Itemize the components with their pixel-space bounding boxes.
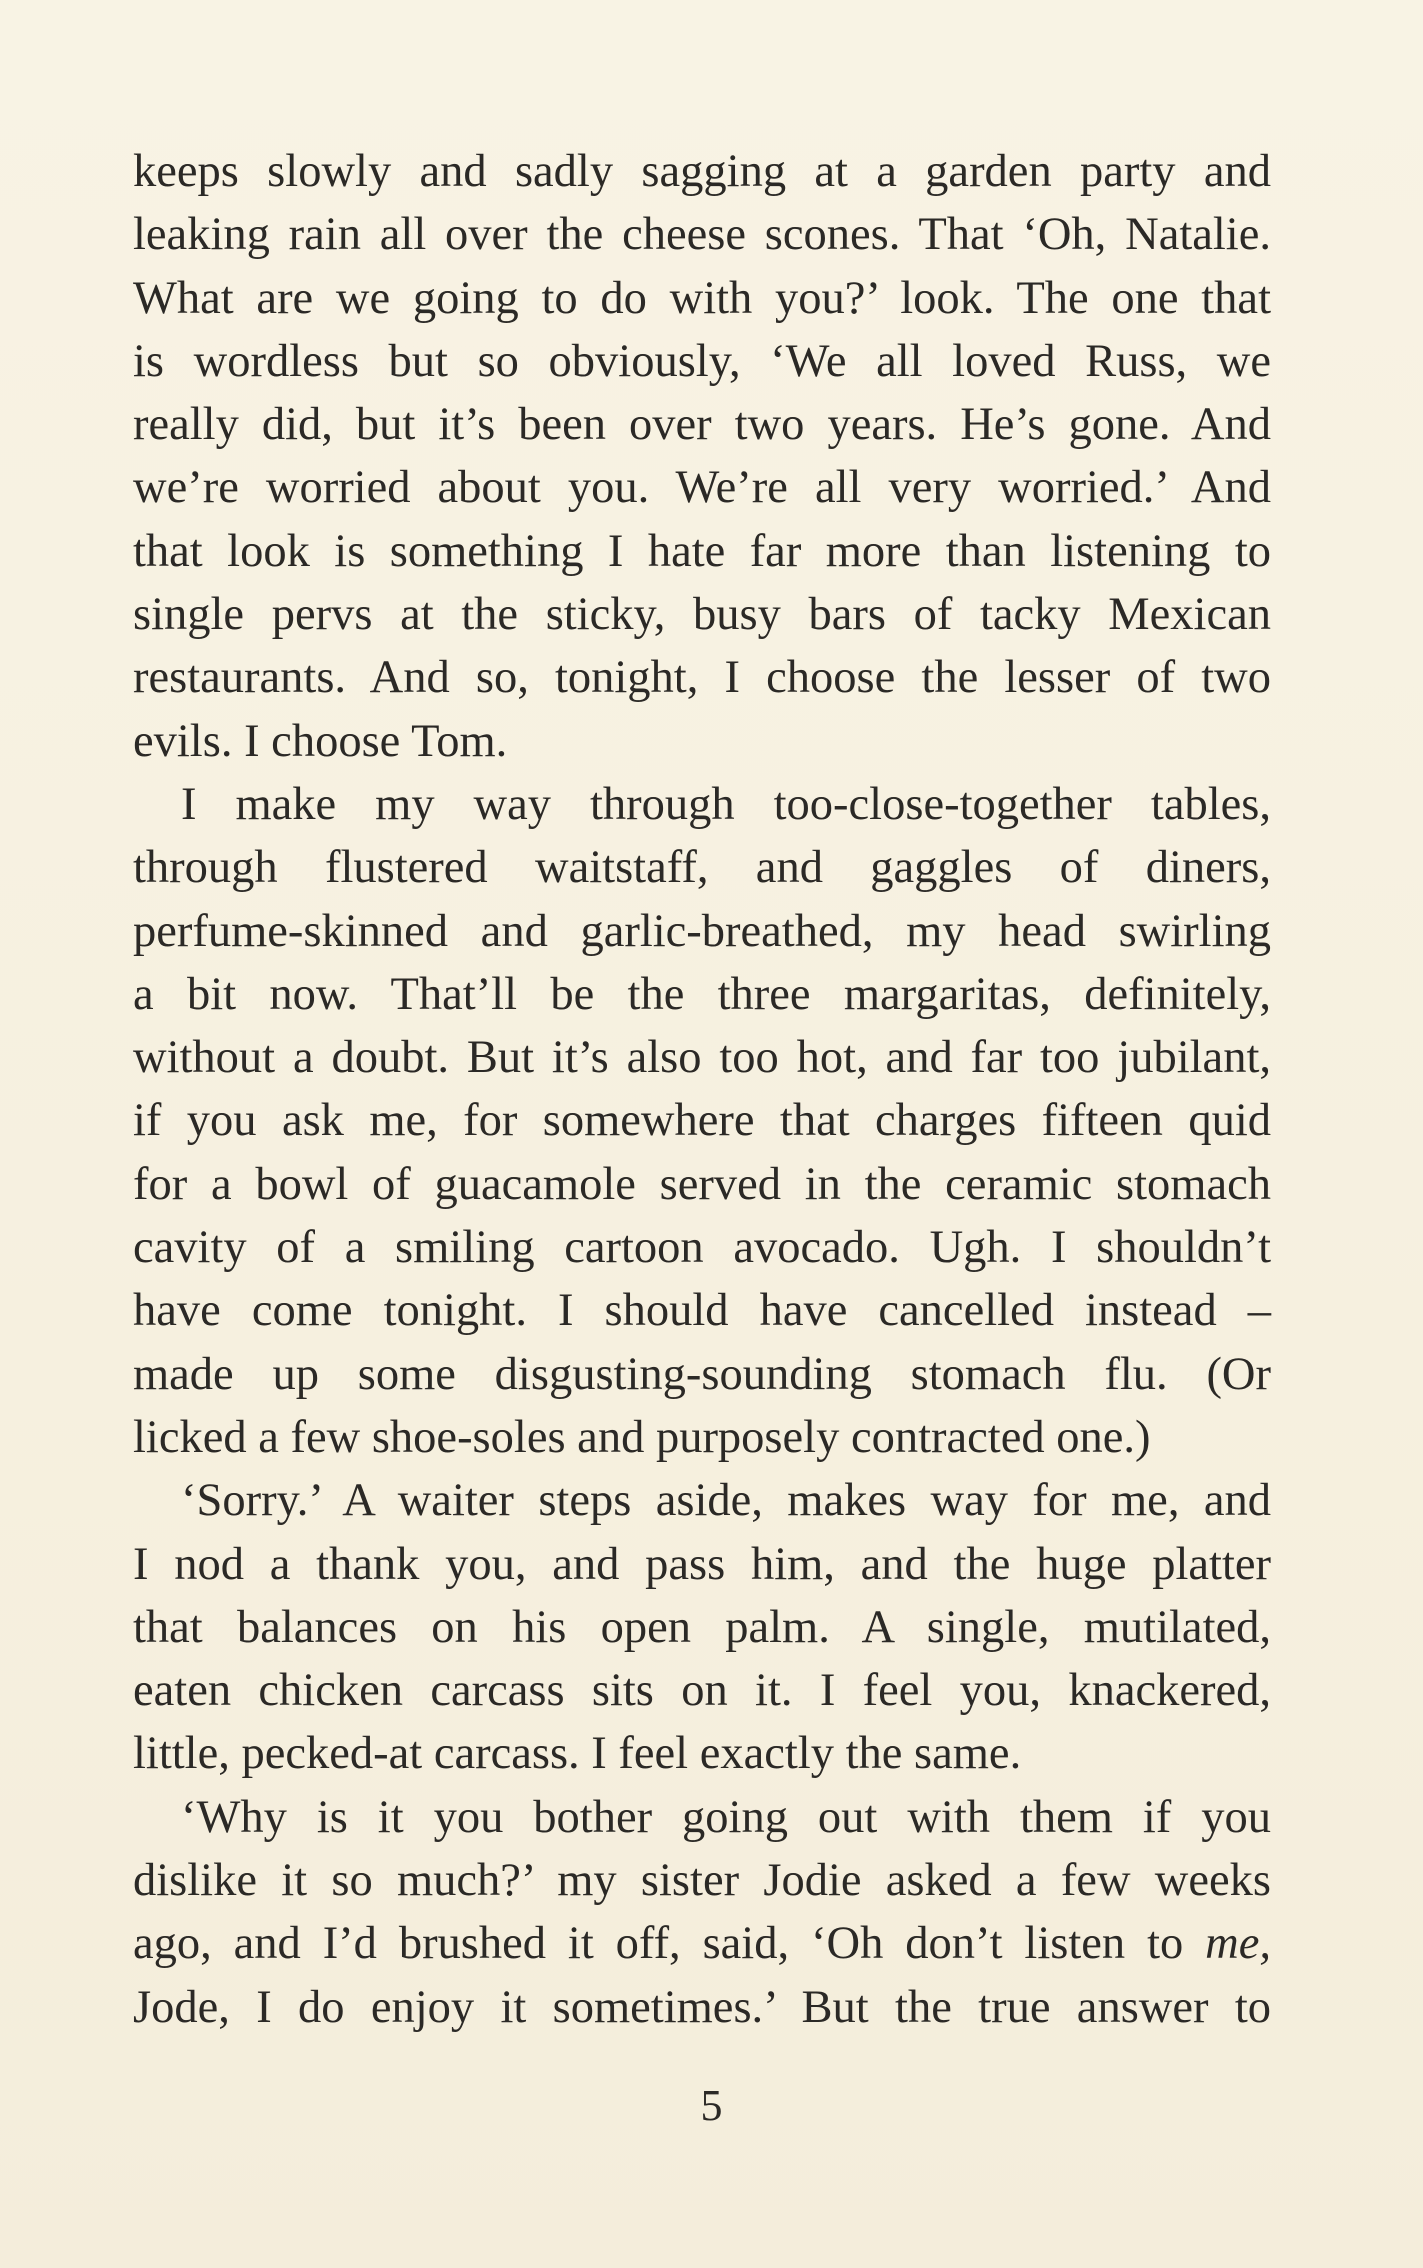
text-line: restaurants. And so, tonight, I choose the lesser of two: [133, 652, 1271, 704]
text-line: Jode, I do enjoy it sometimes.’ But the true answer to: [133, 1981, 1271, 2033]
text-line: ago, and I’d brushed it off, said, ‘Oh don’t listen to me,: [133, 1918, 1271, 1970]
text-line: through flustered waitstaff, and gaggles of diners,: [133, 842, 1271, 894]
text-line: ‘Sorry.’ A waiter steps aside, makes way for me, and: [181, 1475, 1271, 1527]
text-line: that look is something I hate far more than listening to: [133, 525, 1271, 577]
text-line: little, pecked-at carcass. I feel exactly the same.: [133, 1728, 1022, 1780]
text-line: perfume-skinned and garlic-breathed, my head swirling: [133, 905, 1271, 957]
text-line: is wordless but so obviously, ‘We all loved Russ, we: [133, 335, 1271, 387]
text-line: cavity of a smiling cartoon avocado. Ugh. I shouldn’t: [133, 1222, 1271, 1274]
text-line: really did, but it’s been over two years. He’s gone. And: [133, 399, 1271, 451]
text-line: a bit now. That’ll be the three margaritas, definitely,: [133, 968, 1271, 1020]
text-line: dislike it so much?’ my sister Jodie asked a few weeks: [133, 1855, 1271, 1907]
text-line: leaking rain all over the cheese scones. That ‘Oh, Natalie.: [133, 209, 1271, 261]
text-line: ‘Why is it you bother going out with them if you: [181, 1791, 1271, 1843]
text-line: I make my way through too-close-together tables,: [181, 778, 1271, 830]
text-line: licked a few shoe-soles and purposely contracted one.): [133, 1411, 1151, 1463]
text-line: made up some disgusting-sounding stomach flu. (Or: [133, 1348, 1271, 1400]
text-line: I nod a thank you, and pass him, and the huge platter: [133, 1538, 1271, 1590]
text-line: we’re worried about you. We’re all very worried.’ And: [133, 462, 1271, 514]
text-line: What are we going to do with you?’ look. The one that: [133, 272, 1271, 324]
text-line: for a bowl of guacamole served in the ceramic stomach: [133, 1158, 1271, 1210]
body-text: [133, 140, 1271, 2039]
text-line: without a doubt. But it’s also too hot, and far too jubilant,: [133, 1032, 1271, 1084]
text-line: evils. I choose Tom.: [133, 715, 508, 767]
text-line: if you ask me, for somewhere that charges fifteen quid: [133, 1095, 1271, 1147]
text-line: have come tonight. I should have cancelled instead –: [133, 1285, 1271, 1337]
text-line: keeps slowly and sadly sagging at a garden party and: [133, 146, 1271, 197]
text-line: eaten chicken carcass sits on it. I feel you, knackered,: [133, 1665, 1271, 1717]
text-line: that balances on his open palm. A single, mutilated,: [133, 1601, 1271, 1653]
text-line: single pervs at the sticky, busy bars of tacky Mexican: [133, 589, 1271, 641]
page-number: 5: [700, 2081, 723, 2130]
